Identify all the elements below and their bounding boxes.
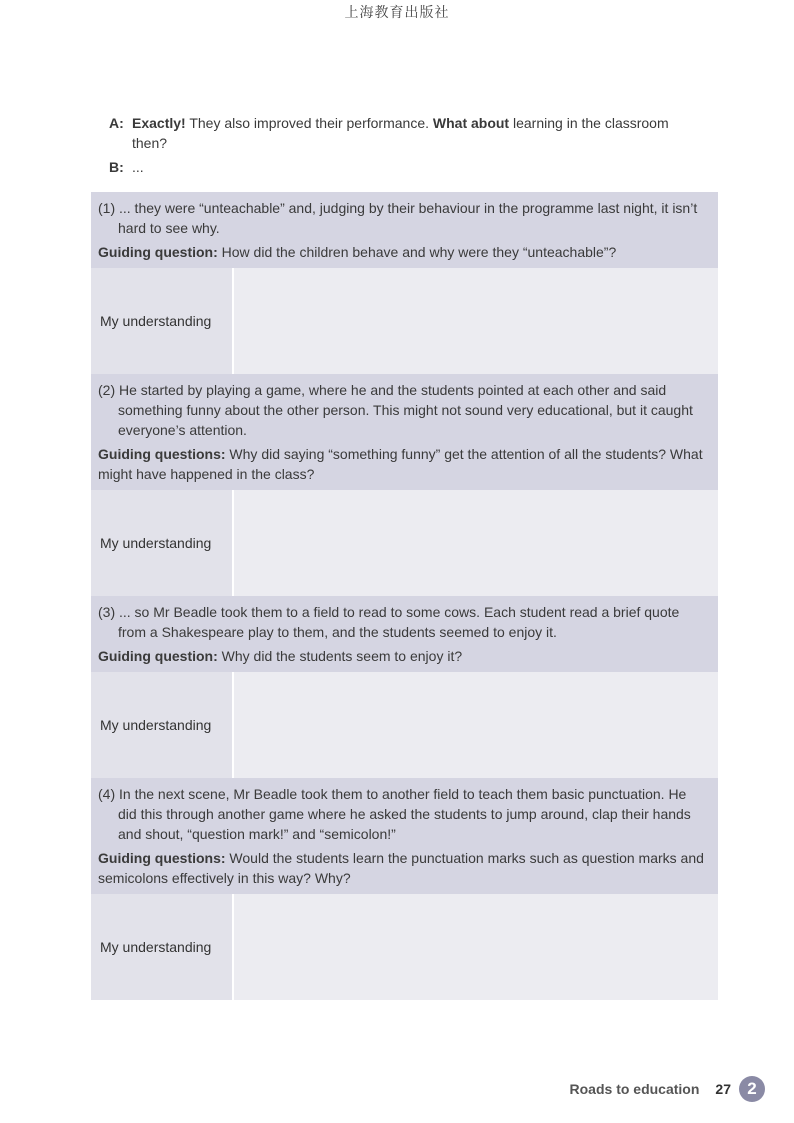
- guiding-question: [98, 848, 708, 888]
- guiding-question: [98, 444, 708, 484]
- dialogue-segment: learning in the classroom then?: [132, 115, 669, 151]
- emphasis: What about: [432, 115, 510, 131]
- my-understanding-label: My understanding: [91, 490, 232, 596]
- page-number: 27: [715, 1081, 731, 1097]
- dialogue-line-b: [109, 157, 699, 177]
- dialogue-line-a: [109, 113, 699, 153]
- excerpt-text: (4) In the next scene, Mr Beadle took them to another field to teach them basic punctuation. He did this through another game where he asked the students to jump around, clap their hands and shout, “question mark!” and “semicolon!”: [98, 786, 691, 842]
- dialogue-segment: They also improved their performance.: [185, 115, 433, 131]
- speaker-label: A:: [109, 115, 124, 131]
- guiding-question: [98, 242, 708, 262]
- page-footer: [570, 1076, 765, 1102]
- guiding-question: [98, 646, 708, 666]
- excerpt-prompt: [91, 192, 718, 268]
- answer-row: [91, 894, 718, 1000]
- dialogue-text: ...: [132, 159, 144, 175]
- understanding-answer-box[interactable]: [234, 268, 718, 374]
- answer-row: [91, 490, 718, 596]
- understanding-answer-box[interactable]: [234, 672, 718, 778]
- excerpt-prompt: [91, 374, 718, 490]
- excerpt-prompt: [91, 596, 718, 672]
- publisher-header: 上海教育出版社: [344, 5, 450, 21]
- guiding-label: Guiding question:: [98, 648, 218, 664]
- my-understanding-label: My understanding: [91, 672, 232, 778]
- guiding-label: Guiding questions:: [98, 446, 226, 462]
- unit-badge: 2: [739, 1076, 765, 1102]
- guiding-text: How did the children behave and why were they “unteachable”?: [217, 244, 617, 260]
- excerpt-text: (2) He started by playing a game, where he and the students pointed at each other and said something funny about the other person. This might not sound very educational, but it caught everyone’s attention.: [98, 382, 693, 438]
- dialogue: [109, 113, 699, 181]
- understanding-answer-box[interactable]: [234, 894, 718, 1000]
- speaker-label: B:: [109, 159, 124, 175]
- excerpt-prompt: [91, 778, 718, 894]
- emphasis: Exactly!: [132, 115, 186, 131]
- answer-row: [91, 268, 718, 374]
- my-understanding-label: My understanding: [91, 268, 232, 374]
- guiding-text: Why did saying “something funny” get the attention of all the students? What might have happened in the class?: [98, 446, 703, 482]
- chapter-title: Roads to education: [569, 1081, 700, 1097]
- guiding-label: Guiding question:: [98, 244, 218, 260]
- excerpt-text: (3) ... so Mr Beadle took them to a field to read to some cows. Each student read a brief quote from a Shakespeare play to them, and the students seemed to enjoy it.: [98, 604, 680, 640]
- guiding-text: Would the students learn the punctuation marks such as question marks and semicolons effectively in this way? Why?: [98, 850, 704, 886]
- guiding-label: Guiding questions:: [98, 850, 226, 866]
- excerpt-text: (1) ... they were “unteachable” and, judging by their behaviour in the programme last night, it isn’t hard to see why.: [98, 200, 698, 236]
- my-understanding-label: My understanding: [91, 894, 232, 1000]
- answer-row: [91, 672, 718, 778]
- dialogue-text: [132, 113, 699, 153]
- understanding-table: [91, 192, 718, 1000]
- understanding-answer-box[interactable]: [234, 490, 718, 596]
- guiding-text: Why did the students seem to enjoy it?: [217, 648, 463, 664]
